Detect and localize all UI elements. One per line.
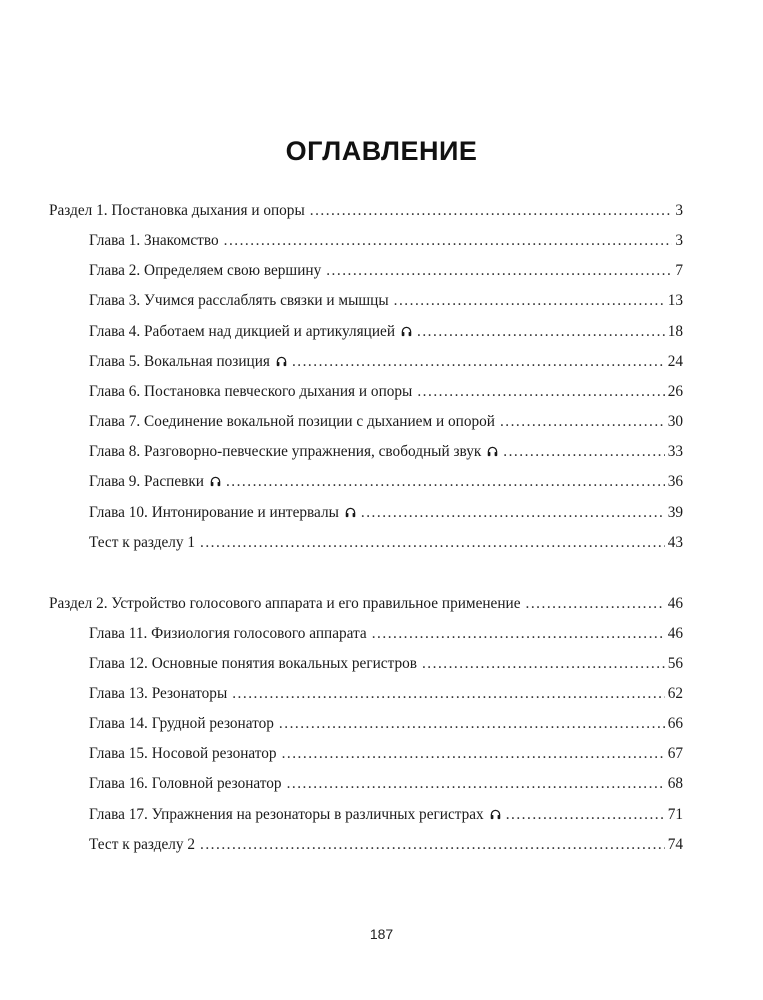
toc-entry-page: 3 (675, 232, 683, 249)
dot-leader (224, 231, 673, 251)
toc-entry-page: 67 (667, 745, 683, 762)
toc-entry-page: 30 (667, 413, 683, 430)
toc-chapter-row (89, 774, 683, 794)
toc-entry-title: Глава 6. Постановка певческого дыхания и опоры (89, 383, 413, 400)
headphones-icon (487, 446, 498, 457)
toc-entry-title: Глава 9. Распевки (89, 473, 204, 490)
toc-chapter-row (89, 412, 683, 432)
toc-section-row (49, 594, 683, 614)
toc-entry-title: Глава 3. Учимся расслаблять связки и мышцы (89, 292, 389, 309)
headphones-icon (345, 507, 356, 518)
toc-entry-title: Глава 11. Физиология голосового аппарата (89, 625, 367, 642)
toc-entry-title: Глава 15. Носовой резонатор (89, 745, 277, 762)
dot-leader (394, 291, 665, 311)
page-number: 187 (369, 926, 394, 942)
dot-leader (503, 442, 664, 462)
toc-entry-title: Глава 5. Вокальная позиция (89, 353, 270, 370)
toc-entry-page: 39 (667, 504, 683, 521)
toc-entry-page: 3 (675, 202, 683, 219)
headphones-icon (210, 476, 221, 487)
dot-leader (417, 322, 665, 342)
toc-chapter-row (89, 442, 683, 462)
toc-entry-title: Глава 10. Интонирование и интервалы (89, 504, 339, 521)
toc-entry-title: Тест к разделу 2 (89, 836, 196, 853)
toc-entry-title: Глава 4. Работаем над дикцией и артикуляцией (89, 323, 396, 340)
toc-entry-page: 24 (667, 353, 683, 370)
dot-leader (282, 744, 665, 764)
toc-chapter-row (89, 714, 683, 734)
toc-entry-page: 7 (675, 262, 683, 279)
toc-chapter-row (89, 533, 683, 553)
toc-chapter-row (89, 231, 683, 251)
dot-leader (232, 684, 664, 704)
toc-entry-title: Раздел 1. Постановка дыхания и опоры (49, 202, 305, 219)
toc-entry-page: 18 (667, 323, 683, 340)
toc-entry-page: 66 (667, 715, 683, 732)
dot-leader (310, 201, 673, 221)
toc-entry-title: Глава 12. Основные понятия вокальных регистров (89, 655, 417, 672)
dot-leader (292, 352, 665, 372)
toc-chapter-row (89, 835, 683, 855)
toc-entry-page: 26 (667, 383, 683, 400)
dot-leader (326, 261, 672, 281)
toc-entry-page: 68 (667, 775, 683, 792)
dot-leader (500, 412, 665, 432)
toc-entry-title: Глава 16. Головной резонатор (89, 775, 282, 792)
dot-leader (200, 533, 665, 553)
toc-entry-title: Тест к разделу 1 (89, 534, 196, 551)
toc-entry-page: 74 (667, 836, 683, 853)
toc-section-row (49, 201, 683, 221)
toc-chapter-row (89, 624, 683, 644)
toc-chapter-row (89, 291, 683, 311)
dot-leader (287, 774, 665, 794)
dot-leader (279, 714, 665, 734)
toc-chapter-row (89, 805, 683, 825)
toc-chapter-row (89, 382, 683, 402)
toc-entry-title: Глава 7. Соединение вокальной позиции с дыханием и опорой (89, 413, 495, 430)
toc-entry-page: 13 (667, 292, 683, 309)
toc-chapter-row (89, 472, 683, 492)
toc-entry-page: 62 (667, 685, 683, 702)
headphones-icon (401, 326, 412, 337)
toc-chapter-row (89, 261, 683, 281)
headphones-icon (276, 356, 287, 367)
toc-entry-title: Глава 1. Знакомство (89, 232, 219, 249)
dot-leader (372, 624, 665, 644)
page-title: ОГЛАВЛЕНИЕ (285, 136, 478, 166)
dot-leader (200, 835, 665, 855)
dot-leader (506, 805, 665, 825)
headphones-icon (490, 809, 501, 820)
toc-entry-title: Глава 17. Упражнения на резонаторы в различных регистрах (89, 806, 484, 823)
toc-entry-title: Глава 2. Определяем свою вершину (89, 262, 322, 279)
toc-chapter-row (89, 322, 683, 342)
toc-chapter-row (89, 744, 683, 764)
toc-chapter-row (89, 654, 683, 674)
toc-entry-title: Глава 13. Резонаторы (89, 685, 228, 702)
dot-leader (526, 594, 665, 614)
toc-chapter-row (89, 503, 683, 523)
toc-chapter-row (89, 352, 683, 372)
toc-entry-page: 36 (667, 473, 683, 490)
toc-entry-page: 46 (667, 625, 683, 642)
dot-leader (417, 382, 664, 402)
dot-leader (361, 503, 665, 523)
toc-entry-title: Раздел 2. Устройство голосового аппарата и его правильное применение (49, 595, 521, 612)
toc-entry-page: 71 (667, 806, 683, 823)
toc-entry-page: 43 (667, 534, 683, 551)
dot-leader (422, 654, 665, 674)
toc-entry-title: Глава 14. Грудной резонатор (89, 715, 274, 732)
toc-entry-page: 56 (667, 655, 683, 672)
dot-leader (226, 472, 665, 492)
toc-entry-page: 46 (667, 595, 683, 612)
toc-entry-title: Глава 8. Разговорно-певческие упражнения, свободный звук (89, 443, 482, 460)
toc-chapter-row (89, 684, 683, 704)
toc-entry-page: 33 (667, 443, 683, 460)
